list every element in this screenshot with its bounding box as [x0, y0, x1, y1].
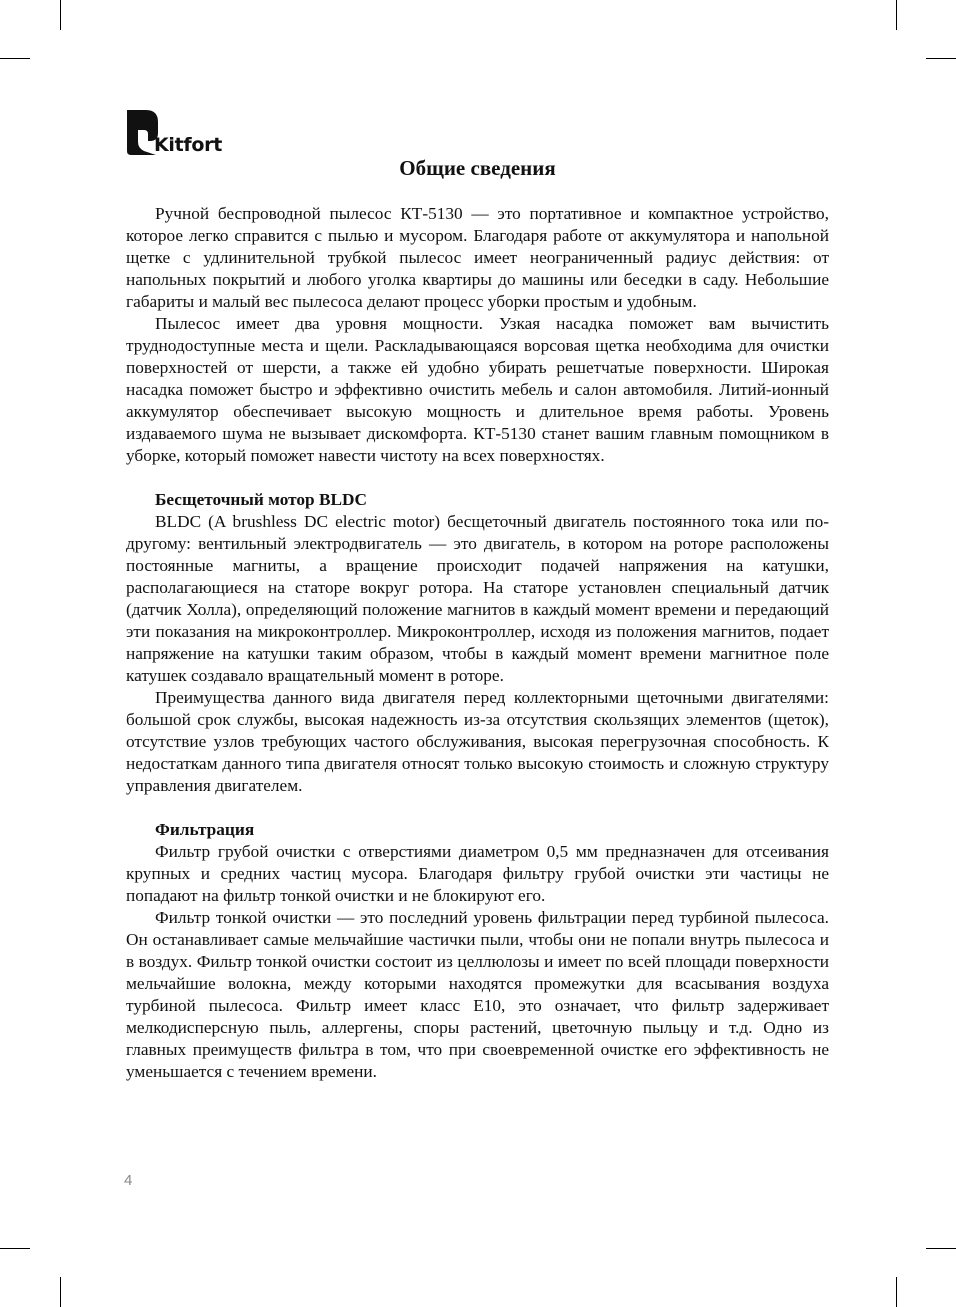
crop-mark [896, 0, 897, 30]
crop-mark [60, 1277, 61, 1307]
crop-mark [0, 1248, 30, 1249]
crop-mark [896, 1277, 897, 1307]
section-spacer [126, 467, 829, 489]
page-title: Общие сведения [399, 156, 556, 180]
crop-mark [926, 58, 956, 59]
filtration-paragraph-1: Фильтр грубой очистки с отверстиями диаметром 0,5 мм предназначен для отсеивания крупных и средних частиц мусора. Благодаря фильтру грубой очистки эти частицы не попадают на фильтр тонкой очистки и не блокируют его. [126, 842, 829, 905]
crop-mark [926, 1248, 956, 1249]
brand-logo [126, 108, 236, 160]
motor-paragraph-2: Преимущества данного вида двигателя перед коллекторными щеточными двигателями: большой срок службы, высокая надежность из-за отсутствия скользящих элементов (щеток), отсутствие узлов требующих частого обслуживания, высокая перегрузочная способность. К недостаткам данного типа двигателя относят только высокую стоимость и сложную структуру управления двигателем. [126, 688, 829, 795]
intro-paragraph-2: Пылесос имеет два уровня мощности. Узкая насадка поможет вам вычистить труднодоступные места и щели. Раскладывающаяся ворсовая щетка необходима для очистки поверхностей от шерсти, а также ей удобно убирать решетчатые поверхности. Широкая насадка поможет быстро и эффективно очистить мебель и салон автомобиля. Литий-ионный аккумулятор обеспечивает высокую мощность и длительное время работы. Уровень издаваемого шума не вызывает дискомфорта. КТ-5130 станет вашим главным помощником в уборке, который поможет навести чистоту на всех поверхностях. [126, 314, 829, 465]
crop-mark [60, 0, 61, 30]
motor-paragraph-1: BLDC (A brushless DC electric motor) бесщеточный двигатель постоянного тока или по-другому: вентильный электродвигатель — это двигатель, в котором на роторе расположены постоянные магниты, а вращение происходит подачей напряжения на катушки, располагающиеся на статоре вокруг ротора. На статоре установлен специальный датчик (датчик Холла), определяющий положение магнитов в каждый момент времени и передающий эти показания на микроконтроллер. Микроконтроллер, исходя из положения магнитов, подает напряжение на катушки таким образом, чтобы в каждый момент времени магнитное поле катушек создавало вращательный момент в роторе. [126, 512, 829, 685]
filtration-section-heading: Фильтрация [155, 820, 255, 839]
section-spacer [126, 797, 829, 819]
document-body [126, 203, 829, 1083]
intro-paragraph-1: Ручной беспроводной пылесос КТ-5130 — это портативное и компактное устройство, которое легко справится с пылью и мусором. Благодаря работе от аккумулятора и напольной щетке с удлинительной трубкой пылесос имеет неограниченный радиус действия: от напольных покрытий и любого уголка квартиры до машины или беседки в саду. Небольшие габариты и малый вес пылесоса делают процесс уборки простым и удобным. [126, 204, 829, 311]
crop-mark [0, 58, 30, 59]
filtration-paragraph-2: Фильтр тонкой очистки — это последний уровень фильтрации перед турбиной пылесоса. Он останавливает самые мельчайшие частички пыли, чтобы они не попали внутрь пылесоса и в воздух. Фильтр тонкой очистки состоит из целлюлозы и имеет по всей площади поверхности мельчайшие волокна, между которыми находятся промежутки для всасывания воздуха турбиной пылесоса. Фильтр имеет класс Е10, это означает, что фильтр задерживает мелкодисперсную пыль, аллергены, споры растений, цветочную пыльцу и т.д. Одно из главных преимуществ фильтра в том, что при своевременной очистке его эффективность не уменьшается с течением времени. [126, 908, 829, 1081]
brand-name: Kitfort [154, 134, 222, 156]
motor-section-heading: Бесщеточный мотор BLDC [155, 490, 367, 509]
page-number: 4 [124, 1172, 133, 1189]
